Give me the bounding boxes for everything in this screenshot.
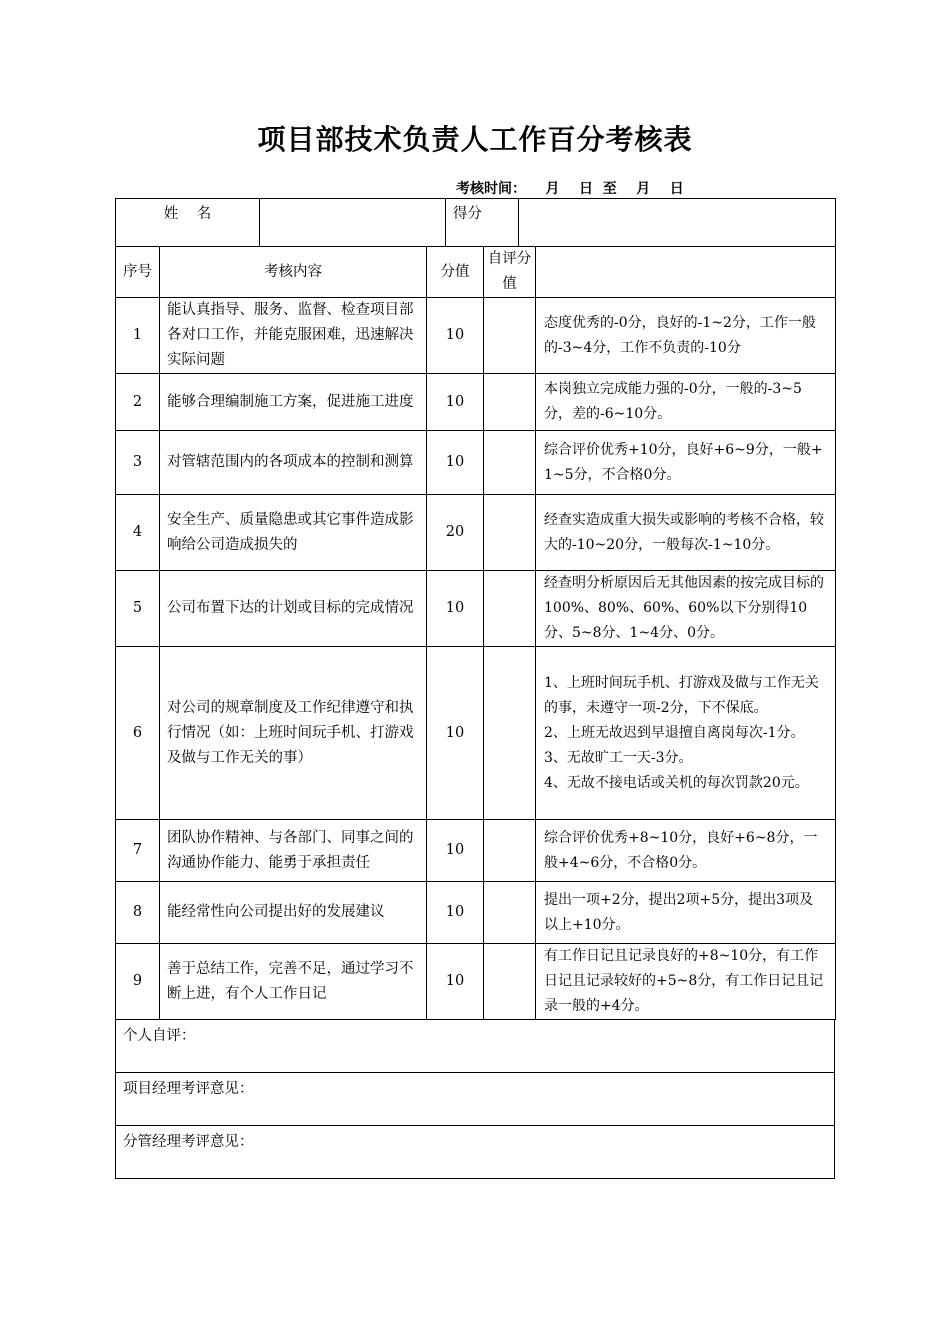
row-index: 7 xyxy=(116,820,160,882)
row-points: 10 xyxy=(427,647,484,820)
col-content-header: 考核内容 xyxy=(160,247,427,298)
criteria-line: 有工作日记且记录良好的+8~10分，有工作日记且记录较好的+5~8分，有工作日记且记录一般的+4分。 xyxy=(544,948,824,1014)
row-content: 团队协作精神、与各部门、同事之间的沟通协作能力、能勇于承担责任 xyxy=(160,820,427,882)
row-index: 1 xyxy=(116,298,160,374)
row-criteria xyxy=(536,647,836,820)
row-points: 10 xyxy=(427,882,484,944)
criteria-line: 本岗独立完成能力强的-0分，一般的-3~5分，差的-6~10分。 xyxy=(544,381,802,422)
dm-opinion-field[interactable]: 分管经理考评意见： xyxy=(116,1126,835,1179)
row-criteria xyxy=(536,374,836,431)
row-criteria xyxy=(536,944,836,1020)
row-content: 能经常性向公司提出好的发展建议 xyxy=(160,882,427,944)
row-self-score[interactable] xyxy=(484,298,536,374)
table-row xyxy=(116,298,836,374)
criteria-line: 3、无故旷工一天-3分。 xyxy=(544,749,693,766)
score-label: 得分 xyxy=(446,199,519,247)
table-row xyxy=(116,374,836,431)
row-index: 5 xyxy=(116,571,160,647)
row-points: 10 xyxy=(427,571,484,647)
row-index: 2 xyxy=(116,374,160,431)
row-self-score[interactable] xyxy=(484,431,536,495)
row-self-score[interactable] xyxy=(484,944,536,1020)
row-criteria xyxy=(536,298,836,374)
row-content: 对管辖范围内的各项成本的控制和测算 xyxy=(160,431,427,495)
criteria-line: 2、上班无故迟到早退擅自离岗每次-1分。 xyxy=(544,724,805,741)
row-index: 9 xyxy=(116,944,160,1020)
row-points: 10 xyxy=(427,431,484,495)
row-self-score[interactable] xyxy=(484,495,536,571)
row-index: 6 xyxy=(116,647,160,820)
page-title: 项目部技术负责人工作百分考核表 xyxy=(257,123,693,156)
row-content: 能够合理编制施工方案，促进施工进度 xyxy=(160,374,427,431)
col-self-header: 自评分值 xyxy=(484,247,536,298)
row-content: 公司布置下达的计划或目标的完成情况 xyxy=(160,571,427,647)
row-criteria xyxy=(536,431,836,495)
row-content: 安全生产、质量隐患或其它事件造成影响给公司造成损失的 xyxy=(160,495,427,571)
col-index-header: 序号 xyxy=(116,247,160,298)
criteria-line: 态度优秀的-0分，良好的-1~2分，工作一般的-3~4分，工作不负责的-10分 xyxy=(544,314,816,356)
table-row xyxy=(116,431,836,495)
assessment-period: 考核时间： 月 日 至 月 日 xyxy=(456,181,684,197)
row-points: 10 xyxy=(427,374,484,431)
table-row xyxy=(116,882,836,944)
criteria-line: 经查实造成重大损失或影响的考核不合格，较大的-10~20分，一般每次-1~10分。 xyxy=(544,511,824,553)
row-index: 8 xyxy=(116,882,160,944)
name-label: 姓 名 xyxy=(116,199,260,247)
table-row xyxy=(116,820,836,882)
table-row xyxy=(116,944,836,1020)
row-self-score[interactable] xyxy=(484,820,536,882)
score-field[interactable] xyxy=(519,199,836,247)
col-points-header: 分值 xyxy=(427,247,484,298)
col-criteria-header xyxy=(536,247,836,298)
name-field[interactable] xyxy=(260,199,446,247)
row-self-score[interactable] xyxy=(484,882,536,944)
criteria-line: 提出一项+2分，提出2项+5分，提出3项及以上+10分。 xyxy=(544,891,814,933)
row-self-score[interactable] xyxy=(484,571,536,647)
criteria-line: 综合评价优秀+10分，良好+6~9分，一般+1~5分，不合格0分。 xyxy=(544,441,823,483)
row-points: 10 xyxy=(427,298,484,374)
column-header-row xyxy=(116,247,836,298)
criteria-line: 4、无故不接电话或关机的每次罚款20元。 xyxy=(544,774,809,791)
row-criteria xyxy=(536,882,836,944)
row-content: 能认真指导、服务、监督、检查项目部各对口工作，并能克服困难，迅速解决实际问题 xyxy=(160,298,427,374)
pm-opinion-field[interactable]: 项目经理考评意见： xyxy=(116,1073,835,1126)
row-content: 善于总结工作，完善不足，通过学习不断上进，有个人工作日记 xyxy=(160,944,427,1020)
row-index: 4 xyxy=(116,495,160,571)
row-criteria xyxy=(536,571,836,647)
row-criteria xyxy=(536,495,836,571)
criteria-line: 经查明分析原因后无其他因素的按完成目标的100%、80%、60%、60%以下分别得10分、5~8分、1~4分、0分。 xyxy=(544,575,824,641)
row-content: 对公司的规章制度及工作纪律遵守和执行情况（如：上班时间玩手机、打游戏及做与工作无关的事） xyxy=(160,647,427,820)
row-criteria xyxy=(536,820,836,882)
row-self-score[interactable] xyxy=(484,374,536,431)
criteria-line: 综合评价优秀+8~10分，良好+6~8分，一般+4~6分，不合格0分。 xyxy=(544,829,818,871)
row-points: 20 xyxy=(427,495,484,571)
row-points: 10 xyxy=(427,944,484,1020)
table-row xyxy=(116,571,836,647)
row-index: 3 xyxy=(116,431,160,495)
header-table xyxy=(115,198,836,247)
assessment-table xyxy=(115,246,836,1020)
self-eval-field[interactable]: 个人自评： xyxy=(116,1020,835,1073)
row-self-score[interactable] xyxy=(484,647,536,820)
table-row xyxy=(116,495,836,571)
assessment-sheet xyxy=(115,198,835,1179)
row-points: 10 xyxy=(427,820,484,882)
opinion-table xyxy=(115,1019,835,1179)
table-row xyxy=(116,647,836,820)
criteria-line: 1、上班时间玩手机、打游戏及做与工作无关的事，未遵守一项-2分，下不保底。 xyxy=(544,674,819,716)
